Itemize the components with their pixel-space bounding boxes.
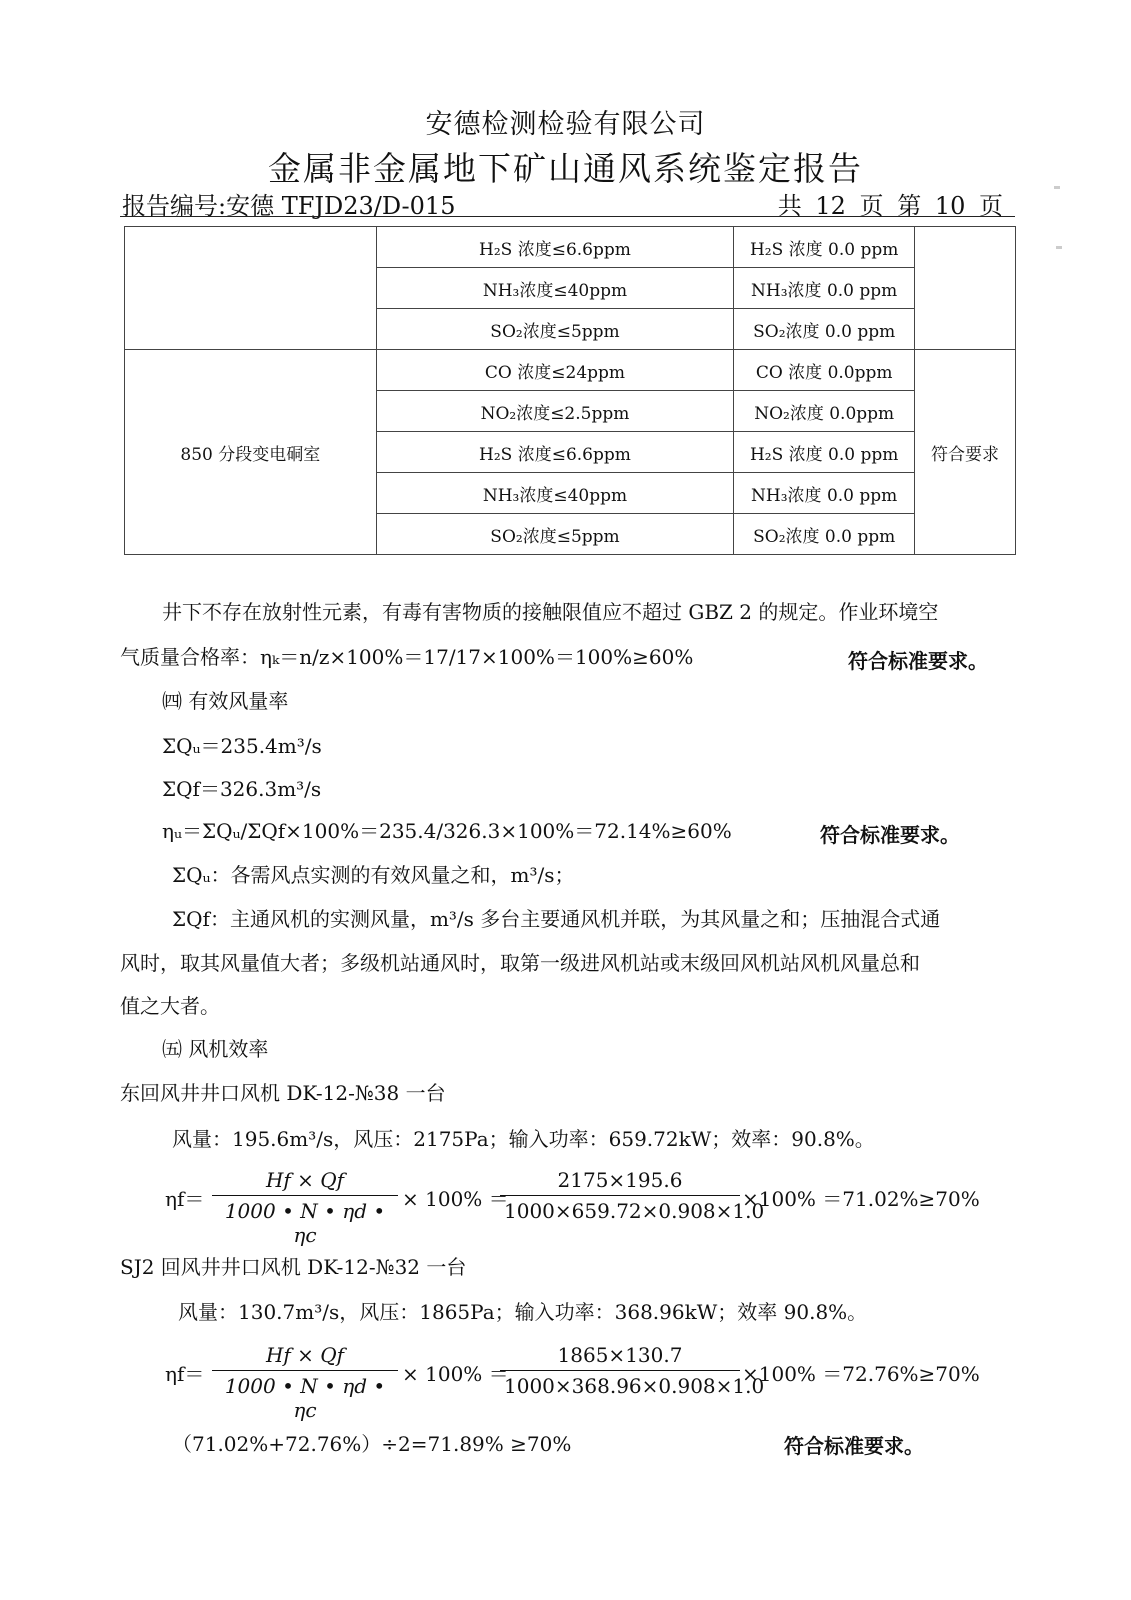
fan1-parameters: 风量：195.6m³/s，风压：2175Pa；输入功率：659.72kW；效率：90.8%。 [172,1127,875,1151]
fan2-formula-general [212,1343,398,1422]
table-cell-measured: H₂S 浓度 0.0 ppm [734,227,915,268]
company-name: 安德检测检验有限公司 [425,109,706,140]
fan2-parameters: 风量：130.7m³/s，风压：1865Pa；输入功率：368.96kW；效率 90.8%。 [178,1300,868,1324]
report-number: 报告编号:安德 TFJD23/D-015 [122,192,456,220]
formula-denominator: 1000 • N • ηd • ηc [224,1199,386,1247]
table-cell-standard: SO₂浓度≤5ppm [376,514,734,555]
table-row [125,227,1016,268]
header-divider [120,216,1015,217]
air-quality-rate: 气质量合格率：ηₖ＝n/z×100%＝17/17×100%＝100%≥60% [120,645,694,669]
fan1-title: 东回风井井口风机 DK-12-№38 一台 [120,1081,446,1105]
definition-sum-qf-line2: 风时，取其风量值大者；多级机站通风时，取第一级进风机站或末级回风机站风机风量总和 [120,951,920,975]
table-cell-measured: CO 浓度 0.0ppm [734,350,915,391]
table-cell-standard: SO₂浓度≤5ppm [376,309,734,350]
formula-numerator: Hf × Qf [212,1343,398,1371]
fan2-denominator: 1000×368.96×0.908×1.0 [504,1374,765,1398]
verdict-air-quality: 符合标准要求。 [848,649,988,673]
table-cell-measured: H₂S 浓度 0.0 ppm [734,432,915,473]
effective-air-rate-formula: ηᵤ＝ΣQᵤ/ΣQf×100%＝235.4/326.3×100%＝72.14%≥60% [162,819,732,843]
table-cell-location: 850 分段变电硐室 [125,350,377,555]
table-cell-standard: NO₂浓度≤2.5ppm [376,391,734,432]
sum-qf-value: ΣQf＝326.3m³/s [162,777,322,801]
section-heading-effective-air-rate: ㈣ 有效风量率 [162,689,289,713]
fan1-denominator: 1000×659.72×0.908×1.0 [504,1199,765,1223]
fan1-formula-general [212,1168,398,1247]
table-cell-location-prev [125,227,377,350]
verdict-effective-air: 符合标准要求。 [820,823,960,847]
sum-qu-value: ΣQᵤ＝235.4m³/s [162,734,322,758]
page-indicator: 共 12 页 第 10 页 [777,192,1003,220]
fan2-title: SJ2 回风井井口风机 DK-12-№32 一台 [120,1255,467,1279]
fan1-times100: × 100% ＝ [402,1187,509,1211]
paragraph-radiation-note: 井下不存在放射性元素，有毒有害物质的接触限值应不超过 GBZ 2 的规定。作业环境空 [162,600,939,624]
table-cell-result: 符合要求 [915,350,1016,555]
fan1-formula-values [500,1168,765,1223]
table-row [125,350,1016,391]
table-cell-standard: CO 浓度≤24ppm [376,350,734,391]
gas-concentration-table [124,226,1016,555]
fan2-formula-values [500,1343,765,1398]
verdict-fan-efficiency: 符合标准要求。 [784,1434,924,1458]
table-cell-standard: NH₃浓度≤40ppm [376,473,734,514]
fan1-numerator: 2175×195.6 [500,1168,740,1196]
fan2-eta-label: ηf＝ [165,1362,205,1386]
definition-sum-qf-line3: 值之大者。 [120,994,220,1018]
table-cell-standard: H₂S 浓度≤6.6ppm [376,432,734,473]
table-cell-measured: NO₂浓度 0.0ppm [734,391,915,432]
table-cell-measured: SO₂浓度 0.0 ppm [734,514,915,555]
formula-denominator: 1000 • N • ηd • ηc [224,1374,386,1422]
fan2-times100: × 100% ＝ [402,1362,509,1386]
table-cell-measured: NH₃浓度 0.0 ppm [734,473,915,514]
table-cell-standard: NH₃浓度≤40ppm [376,268,734,309]
average-efficiency: （71.02%+72.76%）÷2=71.89% ≥70% [172,1432,572,1456]
fan1-result: ×100% ＝71.02%≥70% [742,1187,980,1211]
definition-sum-qf-line1: ΣQf：主通风机的实测风量，m³/s 多台主要通风机并联，为其风量之和；压抽混合式通 [172,907,941,931]
formula-numerator: Hf × Qf [212,1168,398,1196]
table-cell-measured: SO₂浓度 0.0 ppm [734,309,915,350]
table-cell-standard: H₂S 浓度≤6.6ppm [376,227,734,268]
fan1-eta-label: ηf＝ [165,1187,205,1211]
table-cell-result-prev [915,227,1016,350]
scan-speck [1054,186,1060,189]
report-title: 金属非金属地下矿山通风系统鉴定报告 [268,149,863,188]
definition-sum-qu: ΣQᵤ：各需风点实测的有效风量之和，m³/s； [172,863,575,887]
section-heading-fan-efficiency: ㈤ 风机效率 [162,1037,269,1061]
fan2-numerator: 1865×130.7 [500,1343,740,1371]
fan2-result: ×100% ＝72.76%≥70% [742,1362,980,1386]
table-cell-measured: NH₃浓度 0.0 ppm [734,268,915,309]
scan-speck [1056,246,1062,249]
